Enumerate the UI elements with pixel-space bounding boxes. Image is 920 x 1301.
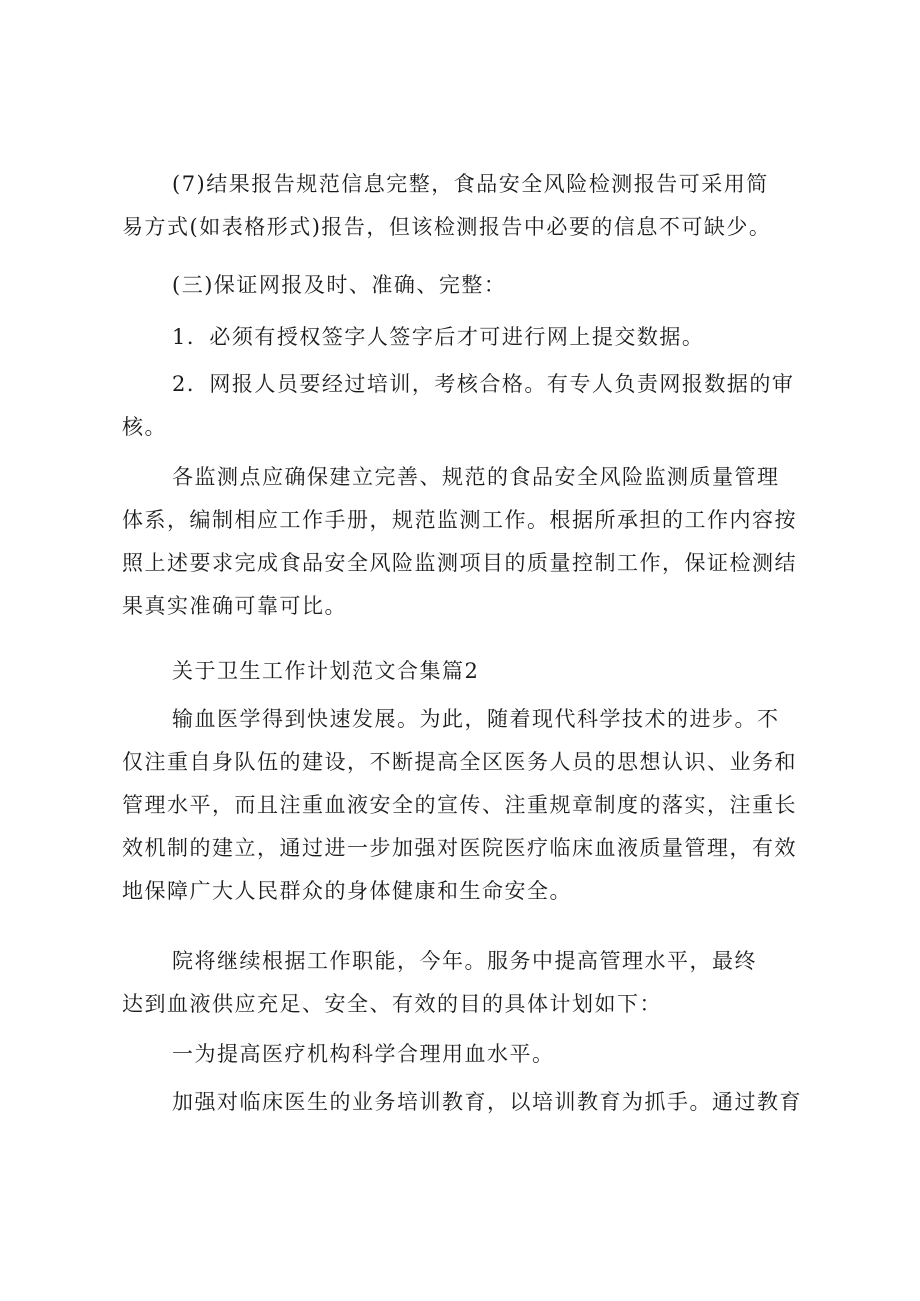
list-item-staff-training — [0, 363, 920, 449]
text-line: 果真实准确可靠可比。 — [122, 594, 347, 618]
text-line: 易方式(如表格形式)报告，但该检测报告中必要的信息不可缺少。 — [122, 215, 772, 239]
paragraph-goal-one — [0, 1033, 920, 1076]
text-line: 输血医学得到快速发展。为此，随着现代科学技术的进步。不 — [172, 707, 780, 731]
text-line: 1．必须有授权签字人签字后才可进行网上提交数据。 — [172, 325, 705, 349]
text-line: 照上述要求完成食品安全风险监测项目的质量控制工作，保证检测结 — [122, 551, 797, 575]
text-line: 2．网报人员要经过培训，考核合格。有专人负责网报数据的审 — [172, 372, 795, 396]
text-line: 一为提高医疗机构科学合理用血水平。 — [172, 1042, 555, 1066]
paragraph-quality-system — [0, 456, 920, 628]
article-heading — [0, 650, 920, 693]
text-line: 核。 — [122, 415, 167, 439]
text-line: (三)保证网报及时、准确、完整： — [172, 273, 507, 297]
list-item-authorized-signature — [0, 316, 920, 359]
text-line: 效机制的建立，通过进一步加强对医院医疗临床血液质量管理，有效 — [122, 836, 797, 860]
text-line: 仅注重自身队伍的建设，不断提高全区医务人员的思想认识、业务和 — [122, 750, 797, 774]
text-line: 院将继续根据工作职能，今年。服务中提高管理水平，最终 — [172, 949, 757, 973]
text-line: 达到血液供应充足、安全、有效的目的具体计划如下： — [122, 992, 662, 1016]
text-line: 管理水平，而且注重血液安全的宣传、注重规章制度的落实，注重长 — [122, 793, 797, 817]
text-line: 体系，编制相应工作手册，规范监测工作。根据所承担的工作内容按 — [122, 508, 797, 532]
section-heading-online-reporting — [0, 264, 920, 307]
paragraph-training — [0, 1081, 920, 1124]
text-line: (7)结果报告规范信息完整，食品安全风险检测报告可采用简 — [172, 172, 769, 196]
paragraph-plan — [0, 940, 920, 1026]
text-line: 关于卫生工作计划范文合集篇2 — [172, 659, 480, 683]
text-line: 加强对临床医生的业务培训教育，以培训教育为抓手。通过教育 — [172, 1090, 802, 1114]
paragraph-transfusion-intro — [0, 698, 920, 913]
text-line: 各监测点应确保建立完善、规范的食品安全风险监测质量管理 — [172, 465, 780, 489]
text-line: 地保障广大人民群众的身体健康和生命安全。 — [122, 879, 572, 903]
paragraph-result-report — [0, 163, 920, 249]
